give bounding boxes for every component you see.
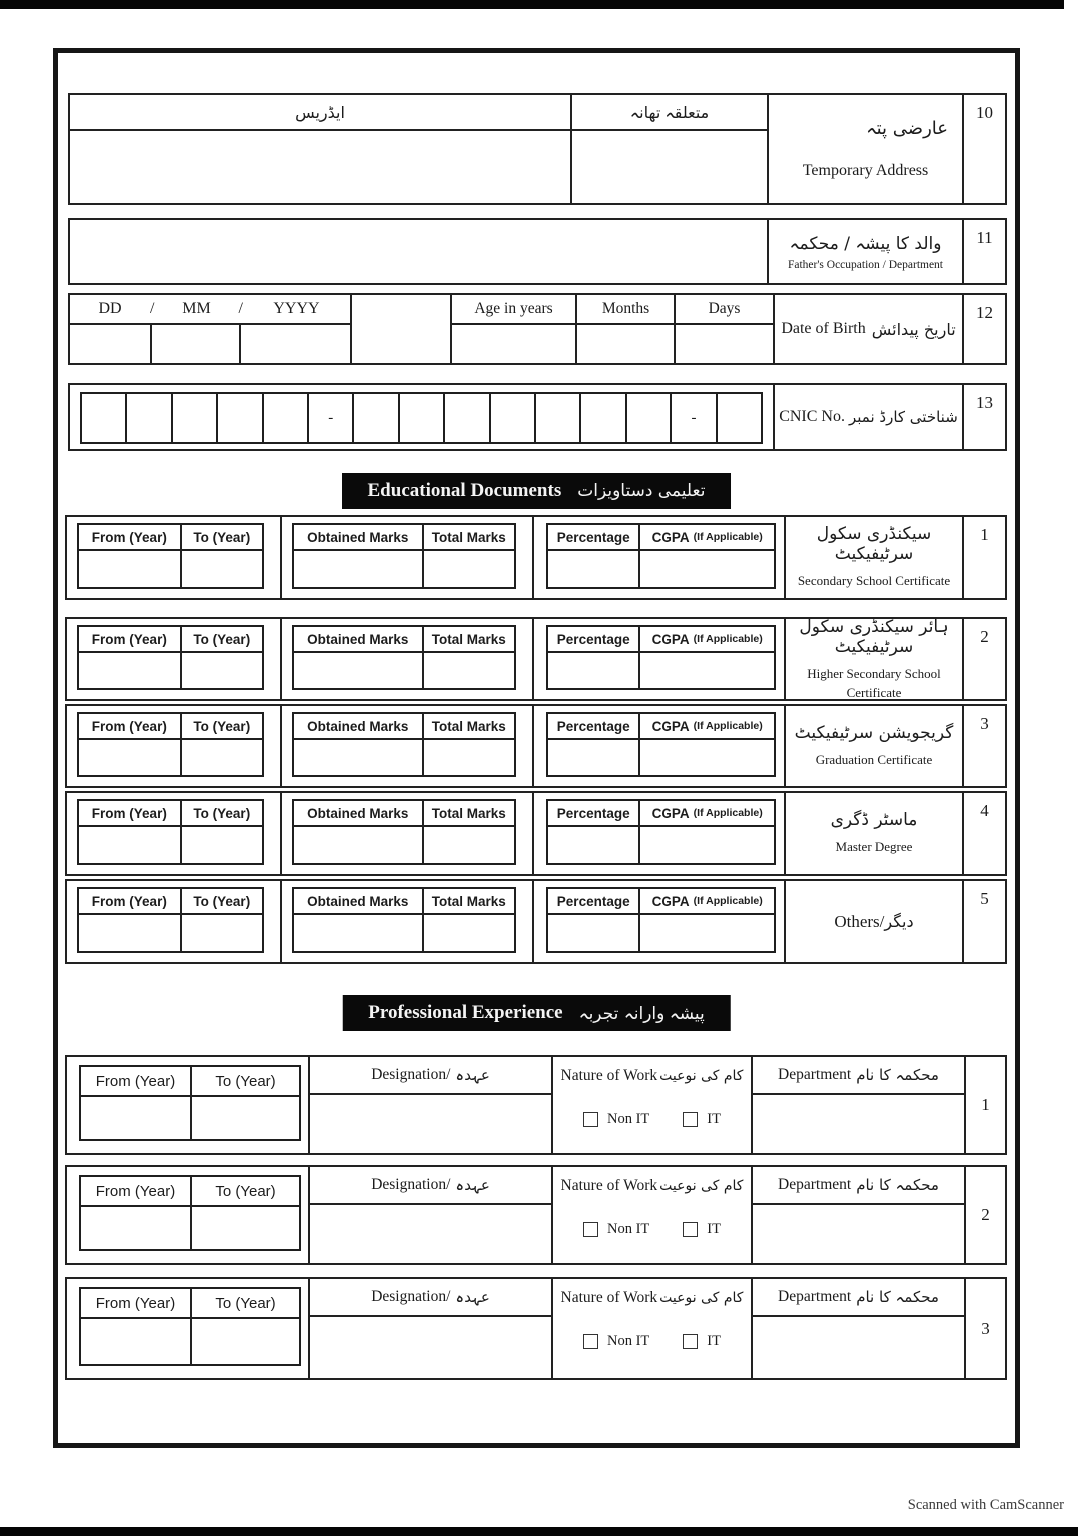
age-days-header: Days <box>676 295 773 325</box>
temporary-address-row <box>68 93 1007 205</box>
percentage-box <box>546 523 776 589</box>
obtained-marks-field[interactable] <box>294 653 422 688</box>
father-occupation-label-urdu: والد کا پیشہ / محکمہ <box>789 233 942 254</box>
to-year-field[interactable] <box>192 1207 299 1249</box>
years-section <box>67 1279 308 1378</box>
cgpa-header-main: CGPA <box>651 805 690 821</box>
years-section <box>67 517 280 598</box>
from-year-header: From (Year) <box>79 801 180 827</box>
department-header-en: Department <box>778 1066 852 1083</box>
education-row-others <box>65 879 1007 964</box>
obtained-marks-field[interactable] <box>294 740 422 775</box>
cnic-digit-cell[interactable] <box>443 394 488 442</box>
dd-header: DD <box>98 300 122 317</box>
cgpa-header <box>640 627 774 653</box>
total-marks-header: Total Marks <box>424 889 514 915</box>
department-header-urdu: محکمہ کا نام <box>856 1288 939 1306</box>
department-field[interactable] <box>753 1095 964 1155</box>
to-year-field[interactable] <box>182 740 262 775</box>
scan-artifact-bottom-bar <box>0 1527 1078 1536</box>
certificate-label: Others/ <box>834 911 885 931</box>
non-it-label: Non IT <box>607 1221 650 1237</box>
age-box <box>450 295 773 363</box>
date-of-birth-row <box>68 293 1007 365</box>
age-days-field[interactable] <box>676 325 773 363</box>
to-year-field[interactable] <box>192 1319 299 1364</box>
certificate-label-urdu: ہائر سیکنڈری سکول سرٹیفیکیٹ <box>799 616 949 657</box>
row-number: 12 <box>962 295 1005 363</box>
total-marks-header: Total Marks <box>424 714 514 740</box>
cgpa-header-note: (If Applicable) <box>693 720 763 732</box>
designation-header-urdu: عہدہ <box>455 1288 490 1306</box>
certificate-label: Higher Secondary School Certificate <box>807 665 941 700</box>
from-year-header: From (Year) <box>79 627 180 653</box>
professional-experience-title-urdu: پیشہ وارانہ تجربہ <box>578 1003 705 1024</box>
cgpa-field[interactable] <box>640 653 774 688</box>
educational-documents-title: Educational Documents <box>367 480 562 501</box>
dob-date-header <box>70 295 350 325</box>
certificate-label-cell <box>784 793 962 874</box>
percentage-field[interactable] <box>548 740 638 775</box>
age-days-column <box>674 295 773 363</box>
percentage-header: Percentage <box>548 801 638 827</box>
father-occupation-field[interactable] <box>70 220 767 283</box>
nature-of-work-header-urdu: کام کی نوعیت <box>659 1290 744 1306</box>
percentage-section <box>532 619 784 699</box>
certificate-label: Graduation Certificate <box>815 751 933 767</box>
cnic-digit-strip <box>80 392 763 444</box>
row-number: 1 <box>964 1057 1005 1153</box>
cgpa-header-note: (If Applicable) <box>693 807 763 819</box>
to-year-header: To (Year) <box>182 714 262 740</box>
from-year-header: From (Year) <box>79 889 180 915</box>
non-it-checkbox[interactable] <box>583 1222 598 1237</box>
percentage-section <box>532 881 784 962</box>
from-year-field[interactable] <box>79 653 180 688</box>
cgpa-field[interactable] <box>640 740 774 775</box>
address-column <box>70 95 570 203</box>
yyyy-header: YYYY <box>273 300 320 317</box>
certificate-label-urdu: سیکنڈری سکول سرٹیفیکیٹ <box>816 524 932 565</box>
certificate-label-cell <box>784 881 962 962</box>
cnic-digit-cell[interactable] <box>579 394 624 442</box>
designation-header <box>310 1279 551 1317</box>
from-year-field[interactable] <box>81 1097 190 1139</box>
obtained-marks-header: Obtained Marks <box>294 801 422 827</box>
obtained-marks-field[interactable] <box>294 915 422 951</box>
cnic-digit-cell[interactable] <box>398 394 443 442</box>
percentage-header: Percentage <box>548 889 638 915</box>
percentage-field[interactable] <box>548 827 638 863</box>
dob-label-urdu: تاریخ پیدائش <box>871 319 956 339</box>
cnic-separator: - <box>307 394 352 442</box>
cgpa-header <box>640 889 774 915</box>
total-marks-field[interactable] <box>424 551 514 587</box>
slash: / <box>238 300 243 317</box>
percentage-header: Percentage <box>548 627 638 653</box>
percentage-box <box>546 712 776 777</box>
designation-field[interactable] <box>310 1205 551 1265</box>
temporary-address-label-urdu: عارضی پتہ <box>866 118 948 139</box>
professional-experience-title: Professional Experience <box>368 1002 563 1023</box>
percentage-header: Percentage <box>548 714 638 740</box>
designation-header <box>310 1057 551 1095</box>
thana-field[interactable] <box>572 131 767 205</box>
department-column <box>751 1057 964 1153</box>
total-marks-header: Total Marks <box>424 801 514 827</box>
from-year-field[interactable] <box>81 1319 190 1364</box>
certificate-label-cell <box>784 616 962 700</box>
nature-of-work-options <box>553 1111 751 1128</box>
dob-label: Date of Birth <box>781 320 866 337</box>
age-years-header: Age in years <box>452 295 575 325</box>
cgpa-header-main: CGPA <box>651 631 690 647</box>
non-it-checkbox[interactable] <box>583 1112 598 1127</box>
from-year-header: From (Year) <box>79 714 180 740</box>
cnic-digit-cell[interactable] <box>716 394 761 442</box>
from-year-header: From (Year) <box>79 525 180 551</box>
experience-row <box>65 1055 1007 1155</box>
to-year-field[interactable] <box>182 653 262 688</box>
non-it-checkbox[interactable] <box>583 1334 598 1349</box>
nature-of-work-header <box>553 1167 751 1205</box>
dob-date-cells <box>70 325 350 363</box>
years-box <box>77 887 264 953</box>
years-section <box>67 619 280 699</box>
nature-of-work-header <box>553 1057 751 1095</box>
row-number: 4 <box>962 793 1005 874</box>
nature-of-work-column <box>551 1279 751 1378</box>
designation-column <box>308 1167 551 1263</box>
age-years-column <box>452 295 575 363</box>
nature-of-work-header-urdu: کام کی نوعیت <box>659 1068 744 1084</box>
years-box <box>79 1175 301 1251</box>
designation-column <box>308 1057 551 1153</box>
row-number: 1 <box>962 517 1005 598</box>
obtained-marks-header: Obtained Marks <box>294 714 422 740</box>
department-field[interactable] <box>753 1205 964 1265</box>
certificate-label-urdu: گریجویشن سرٹیفیکیٹ <box>794 722 954 743</box>
years-box <box>77 799 264 865</box>
from-year-field[interactable] <box>79 551 180 587</box>
dob-label-cell <box>773 295 962 363</box>
nature-of-work-column <box>551 1057 751 1153</box>
to-year-field[interactable] <box>192 1097 299 1139</box>
to-year-header: To (Year) <box>182 801 262 827</box>
department-header <box>753 1057 964 1095</box>
row-number: 11 <box>962 220 1005 283</box>
to-year-header: To (Year) <box>192 1177 299 1207</box>
total-marks-field[interactable] <box>424 827 514 863</box>
nature-of-work-header-en: Nature of Work <box>560 1067 658 1084</box>
department-column <box>751 1279 964 1378</box>
dd-field[interactable] <box>70 325 150 363</box>
designation-header-en: Designation/ <box>371 1066 451 1083</box>
yyyy-field[interactable] <box>239 325 350 363</box>
total-marks-field[interactable] <box>424 915 514 951</box>
mm-field[interactable] <box>150 325 239 363</box>
cnic-digit-cell[interactable] <box>625 394 670 442</box>
nature-of-work-header <box>553 1279 751 1317</box>
percentage-header: Percentage <box>548 525 638 551</box>
to-year-field[interactable] <box>182 551 262 587</box>
father-occupation-row <box>68 218 1007 285</box>
to-year-header: To (Year) <box>182 627 262 653</box>
professional-experience-banner <box>342 995 731 1031</box>
marks-section <box>280 881 532 962</box>
form-page <box>53 48 1020 1448</box>
to-year-field[interactable] <box>182 827 262 863</box>
educational-documents-title-urdu: تعلیمی دستاویزات <box>577 481 706 501</box>
cnic-label: CNIC No. <box>779 408 845 425</box>
from-year-header: From (Year) <box>81 1289 190 1319</box>
row-number: 3 <box>962 706 1005 786</box>
years-section <box>67 793 280 874</box>
row-number: 2 <box>962 619 1005 699</box>
educational-documents-banner <box>342 473 732 509</box>
cnic-digit-cell[interactable] <box>534 394 579 442</box>
certificate-label: Secondary School Certificate <box>797 573 951 589</box>
cnic-digit-cell[interactable] <box>82 394 125 442</box>
thana-column <box>570 95 767 203</box>
row-number: 10 <box>962 95 1005 203</box>
from-year-field[interactable] <box>79 915 180 951</box>
designation-header <box>310 1167 551 1205</box>
nature-of-work-header-en: Nature of Work <box>560 1289 658 1306</box>
temporary-address-label: Temporary Address <box>802 162 929 179</box>
certificate-label-cell <box>784 517 962 598</box>
age-months-header: Months <box>577 295 674 325</box>
percentage-box <box>546 625 776 690</box>
cgpa-field[interactable] <box>640 551 774 587</box>
years-section <box>67 881 280 962</box>
from-year-field[interactable] <box>79 740 180 775</box>
it-label: IT <box>707 1221 721 1237</box>
from-year-header: From (Year) <box>81 1177 190 1207</box>
non-it-label: Non IT <box>607 1111 650 1127</box>
cnic-digit-cell[interactable] <box>489 394 534 442</box>
cgpa-header <box>640 714 774 740</box>
cnic-separator: - <box>670 394 715 442</box>
designation-header-urdu: عہدہ <box>455 1066 490 1084</box>
to-year-header: To (Year) <box>192 1289 299 1319</box>
years-box <box>77 625 264 690</box>
marks-box <box>292 712 516 777</box>
cnic-label-urdu: شناختی کارڈ نمبر <box>848 408 958 426</box>
education-row-graduation <box>65 704 1007 788</box>
designation-field[interactable] <box>310 1317 551 1380</box>
percentage-box <box>546 799 776 865</box>
cgpa-header-main: CGPA <box>651 529 690 545</box>
cnic-label-cell <box>773 385 962 449</box>
cgpa-field[interactable] <box>640 915 774 951</box>
percentage-section <box>532 793 784 874</box>
it-checkbox[interactable] <box>683 1112 698 1127</box>
dob-date-box <box>70 295 350 363</box>
department-header-en: Department <box>778 1288 852 1305</box>
cnic-digit-cell[interactable] <box>262 394 307 442</box>
years-box <box>77 712 264 777</box>
cnic-digit-cell[interactable] <box>216 394 261 442</box>
slash: / <box>150 300 155 317</box>
percentage-section <box>532 706 784 786</box>
thana-header: متعلقہ تھانہ <box>572 95 767 131</box>
years-section <box>67 1057 308 1153</box>
cnic-strip-area <box>70 385 773 449</box>
cgpa-header <box>640 525 774 551</box>
percentage-field[interactable] <box>548 915 638 951</box>
cgpa-field[interactable] <box>640 827 774 863</box>
row-number: 5 <box>962 881 1005 962</box>
total-marks-field[interactable] <box>424 653 514 688</box>
cnic-digit-cell[interactable] <box>171 394 216 442</box>
percentage-field[interactable] <box>548 551 638 587</box>
education-row-secondary <box>65 515 1007 600</box>
years-section <box>67 1167 308 1263</box>
education-row-higher-secondary <box>65 617 1007 701</box>
age-years-field[interactable] <box>452 325 575 363</box>
years-section <box>67 706 280 786</box>
certificate-label-urdu: ماسٹر ڈگری <box>830 810 918 831</box>
obtained-marks-header: Obtained Marks <box>294 627 422 653</box>
non-it-label: Non IT <box>607 1333 650 1349</box>
marks-box <box>292 799 516 865</box>
designation-column <box>308 1279 551 1378</box>
marks-box <box>292 523 516 589</box>
department-header-en: Department <box>778 1176 852 1193</box>
address-header: ایڈریس <box>70 95 570 131</box>
father-occupation-label: Father's Occupation / Department <box>787 258 944 271</box>
obtained-marks-field[interactable] <box>294 551 422 587</box>
it-label: IT <box>707 1111 721 1127</box>
from-year-header: From (Year) <box>81 1067 190 1097</box>
obtained-marks-field[interactable] <box>294 827 422 863</box>
department-header <box>753 1279 964 1317</box>
nature-of-work-options <box>553 1333 751 1350</box>
designation-header-urdu: عہدہ <box>455 1176 490 1194</box>
experience-row <box>65 1277 1007 1380</box>
marks-section <box>280 706 532 786</box>
row-number: 2 <box>964 1167 1005 1263</box>
dob-spacer-cell <box>350 295 450 363</box>
father-occupation-label-cell <box>767 220 962 283</box>
nature-of-work-header-en: Nature of Work <box>560 1177 658 1194</box>
cnic-digit-cell[interactable] <box>125 394 170 442</box>
address-field[interactable] <box>70 131 570 205</box>
scan-artifact-top-bar <box>0 0 1064 9</box>
to-year-header: To (Year) <box>182 525 262 551</box>
obtained-marks-header: Obtained Marks <box>294 889 422 915</box>
education-row-master <box>65 791 1007 876</box>
designation-field[interactable] <box>310 1095 551 1155</box>
nature-of-work-options <box>553 1221 751 1238</box>
marks-box <box>292 887 516 953</box>
cgpa-header <box>640 801 774 827</box>
years-box <box>79 1065 301 1141</box>
cnic-row <box>68 383 1007 451</box>
department-header <box>753 1167 964 1205</box>
age-months-column <box>575 295 674 363</box>
designation-header-en: Designation/ <box>371 1176 451 1193</box>
from-year-field[interactable] <box>79 827 180 863</box>
designation-header-en: Designation/ <box>371 1288 451 1305</box>
mm-header: MM <box>182 300 211 317</box>
camscanner-watermark: Scanned with CamScanner <box>907 1497 1064 1513</box>
percentage-section <box>532 517 784 598</box>
cgpa-header-main: CGPA <box>651 718 690 734</box>
nature-of-work-column <box>551 1167 751 1263</box>
cgpa-header-note: (If Applicable) <box>693 531 763 543</box>
total-marks-header: Total Marks <box>424 525 514 551</box>
years-box <box>79 1287 301 1366</box>
to-year-header: To (Year) <box>182 889 262 915</box>
age-months-field[interactable] <box>577 325 674 363</box>
cgpa-header-note: (If Applicable) <box>693 895 763 907</box>
row-number: 3 <box>964 1279 1005 1378</box>
it-checkbox[interactable] <box>683 1222 698 1237</box>
years-box <box>77 523 264 589</box>
percentage-field[interactable] <box>548 653 638 688</box>
cnic-digit-cell[interactable] <box>352 394 397 442</box>
department-field[interactable] <box>753 1317 964 1380</box>
department-header-urdu: محکمہ کا نام <box>856 1176 939 1194</box>
it-checkbox[interactable] <box>683 1334 698 1349</box>
nature-of-work-header-urdu: کام کی نوعیت <box>659 1178 744 1194</box>
marks-section <box>280 619 532 699</box>
to-year-header: To (Year) <box>192 1067 299 1097</box>
certificate-label-urdu: دیگر <box>884 912 914 931</box>
total-marks-field[interactable] <box>424 740 514 775</box>
total-marks-header: Total Marks <box>424 627 514 653</box>
obtained-marks-header: Obtained Marks <box>294 525 422 551</box>
from-year-field[interactable] <box>81 1207 190 1249</box>
it-label: IT <box>707 1333 721 1349</box>
cgpa-header-note: (If Applicable) <box>693 633 763 645</box>
certificate-label-cell <box>784 706 962 786</box>
department-header-urdu: محکمہ کا نام <box>856 1066 939 1084</box>
marks-section <box>280 517 532 598</box>
experience-row <box>65 1165 1007 1265</box>
row-number: 13 <box>962 385 1005 449</box>
marks-box <box>292 625 516 690</box>
cgpa-header-main: CGPA <box>651 893 690 909</box>
to-year-field[interactable] <box>182 915 262 951</box>
percentage-box <box>546 887 776 953</box>
department-column <box>751 1167 964 1263</box>
temporary-address-label-cell <box>767 95 962 203</box>
marks-section <box>280 793 532 874</box>
certificate-label: Master Degree <box>835 839 913 855</box>
